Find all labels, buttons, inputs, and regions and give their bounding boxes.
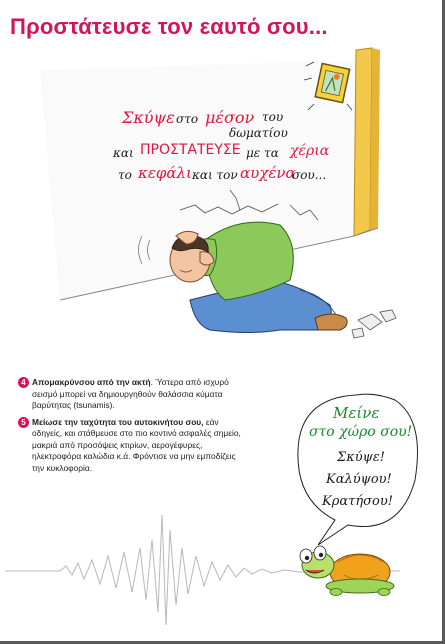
wall-column	[354, 48, 372, 236]
caption-word: το	[118, 168, 132, 182]
bubble-line: στο χώρο σου!	[309, 424, 413, 440]
caption-word: χέρια	[290, 143, 330, 159]
debris	[352, 310, 396, 338]
instructions-list	[18, 377, 243, 479]
bubble-line: Κρατήσου!	[322, 494, 393, 509]
caption-word: και	[113, 146, 134, 160]
page-title: Προστάτευσε τον εαυτό σου...	[10, 14, 328, 39]
item-text: . Ύστερα από ισχυρό σεισμό μπορεί να δημιουργηθούν θαλάσσια κύματα βαρύτητας (tsunamis).	[32, 377, 229, 410]
item-text: εάν οδηγείς, και στάθμευσε στο πιο κοντινό ασφαλές σημείο, μακριά από προσόψεις κτιρίων, αερογέφυρες, ηλεκτροφόρα καλώδια κ.ά. Φρόντισε να μην εμποδίζεις την κυκλοφορία.	[32, 416, 241, 473]
falling-picture-frame	[315, 64, 349, 103]
caption-word: ΠΡΟΣΤΑΤΕΥΣΕ	[140, 142, 241, 158]
list-item	[18, 417, 243, 475]
list-item	[18, 377, 243, 412]
caption-word: στο	[176, 112, 199, 126]
caption-word: Σκύψε	[122, 108, 175, 127]
item-number-badge: 4	[18, 377, 29, 388]
caption-word: αυχένα	[240, 164, 296, 182]
item-heading: Μείωσε την ταχύτητα του αυτοκινήτου σου,	[32, 416, 204, 427]
caption-word: του	[262, 110, 284, 124]
bubble-line: Καλύψου!	[326, 472, 392, 487]
item-heading: Απομακρύνσου από την ακτή	[32, 377, 151, 387]
bubble-line: Σκύψε!	[337, 450, 386, 465]
caption-word: κεφάλι	[138, 164, 192, 182]
item-number-badge: 5	[18, 417, 29, 428]
bubble-line: Μείνε	[333, 404, 380, 422]
turtle-mascot	[300, 546, 394, 596]
caption-word: και τον	[192, 168, 238, 182]
caption-word: μέσον	[205, 108, 255, 127]
caption-word: δωματίου	[229, 126, 288, 140]
caption-word: με τα	[246, 146, 279, 160]
caption-word: σου...	[292, 168, 327, 182]
